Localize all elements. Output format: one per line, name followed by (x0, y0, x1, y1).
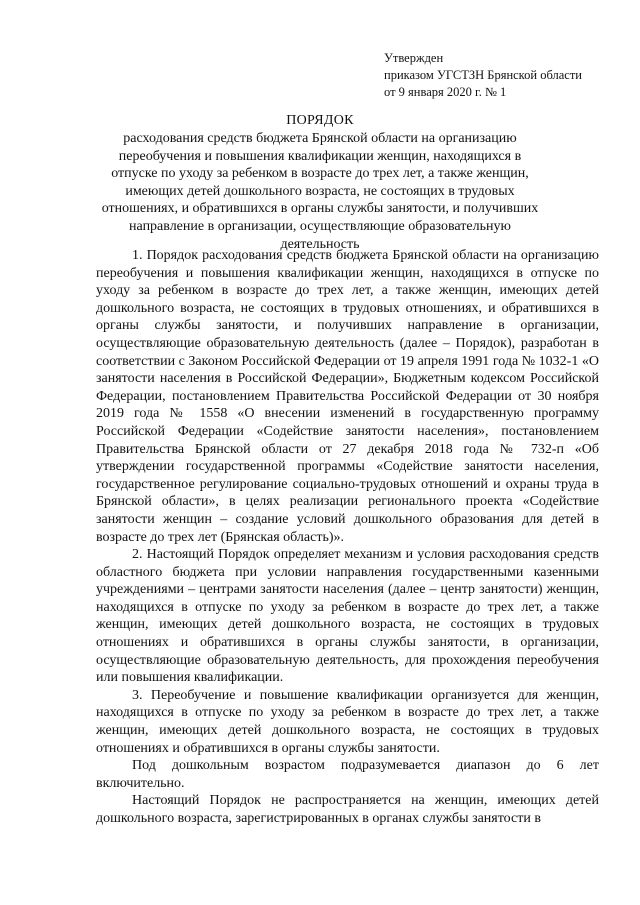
approval-line-3: от 9 января 2020 г. № 1 (384, 85, 507, 99)
approval-line-2: приказом УГСТЗН Брянской области (384, 68, 582, 82)
document-subtitle: расходования средств бюджета Брянской области на организацию переобучения и повышения квалификации женщин, находящихся в отпуске по уходу за ребенком в возрасте до трех лет, а также женщин, имеющих детей дошкольного возраста, не состоящих в трудовых отношениях, и обратившихся в органы службы занятости, и получивших направление в организации, осуществляющие образовательную деятельность (101, 131, 539, 252)
approval-line-1: Утвержден (384, 51, 444, 65)
document-body (96, 247, 599, 828)
paragraph-1: 1. Порядок расходования средств бюджета Брянской области на организацию переобучения и повышения квалификации женщин, находящихся в отпуске по уходу за ребенком в возрасте до трех лет, а также женщин, имеющих детей дошкольного возраста, не состоящих в трудовых отношениях, и обратившихся в органы службы занятости, и получивших направление в организации, осуществляющие образовательную деятельность (далее – Порядок), разработан в соответствии с Законом Российской Федерации от 19 апреля 1991 года № 1032-1 «О занятости населения в Российской Федерации», Бюджетным кодексом Российской Федерации, постановлением Правительства Российской Федерации от 30 ноября 2019 года № 1558 «О внесении изменений в государственную программу Российской Федерации «Содействие занятости населения», постановлением Правительства Брянской области от 27 декабря 2018 года № 732-п «Об утверждении государственной программы «Содействие занятости населения, государственное регулирование социально-трудовых отношений и охраны труда в Брянской области», в целях реализации регионального проекта «Содействие занятости женщин – создание условий дошкольного образования для детей в возрасте до трех лет (Брянская область)». (96, 248, 599, 545)
paragraph-2: 2. Настоящий Порядок определяет механизм и условия расходования средств областного бюджета при условии направления государственными казенными учреждениями – центрами занятости населения (далее – центр занятости) женщин, находящихся в отпуске по уходу за ребенком в возрасте до трех лет, а также женщин, имеющих детей дошкольного возраста, не состоящих в трудовых отношениях и обратившихся в органы службы занятости, в организации, осуществляющие образовательную деятельность, для прохождения переобучения или повышения квалификации. (96, 547, 599, 686)
approval-stamp (384, 50, 624, 101)
document-title: ПОРЯДОК (286, 113, 354, 128)
paragraph-4: Под дошкольным возрастом подразумевается диапазон до 6 лет включительно. (96, 758, 599, 791)
paragraph-5: Настоящий Порядок не распространяется на женщин, имеющих детей дошкольного возраста, зарегистрированных в органах службы занятости в (96, 793, 599, 826)
paragraph-3: 3. Переобучение и повышение квалификации организуется для женщин, находящихся в отпуске по уходу за ребенком в возрасте до трех лет, а также женщин, имеющих детей дошкольного возраста, не состоящих в трудовых отношениях и обратившихся в органы службы занятости. (96, 687, 599, 756)
